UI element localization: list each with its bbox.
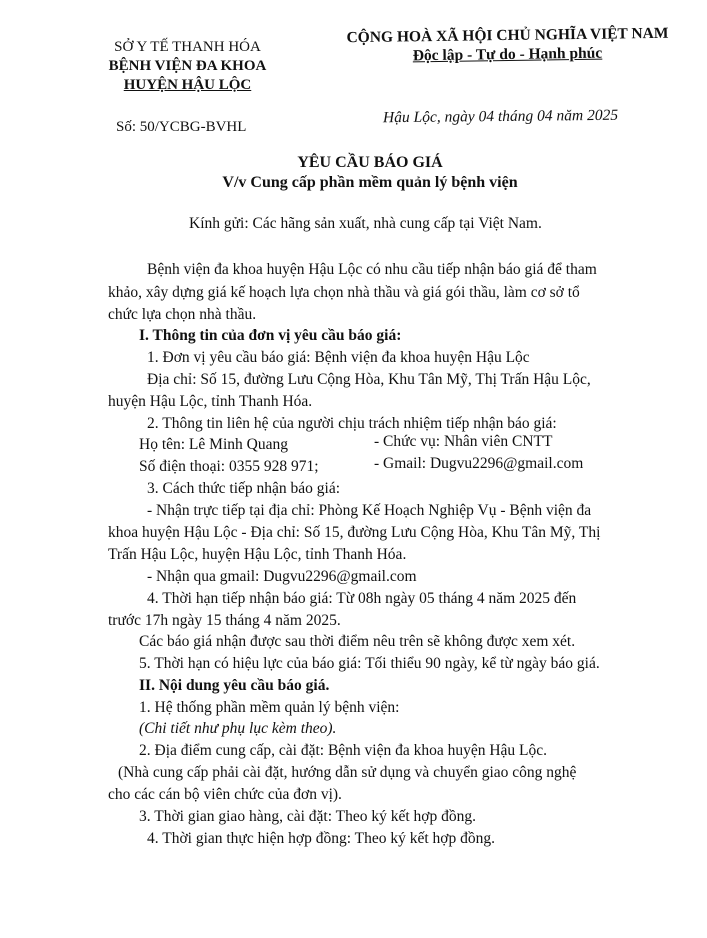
section2-item2-note-line2: cho các cán bộ viên chức của đơn vị). (108, 786, 342, 803)
via-gmail: - Nhận qua gmail: Dugvu2296@gmail.com (147, 568, 417, 585)
agency-line3: HUYỆN HẬU LỘC (123, 77, 252, 93)
direct-line3: Trấn Hậu Lộc, huyện Hậu Lộc, tỉnh Thanh Hóa. (108, 546, 407, 563)
section1-item5: 5. Thời hạn có hiệu lực của báo giá: Tối thiểu 90 ngày, kể từ ngày báo giá. (139, 655, 600, 672)
contact-position: - Chức vụ: Nhân viên CNTT (374, 433, 553, 450)
direct-line1: - Nhận trực tiếp tại địa chỉ: Phòng Kế Hoạch Nghiệp Vụ - Bệnh viện đa (147, 502, 592, 519)
section1-item1: 1. Đơn vị yêu cầu báo giá: Bệnh viện đa khoa huyện Hậu Lộc (147, 349, 530, 366)
nation-title: CỘNG HOÀ XÃ HỘI CHỦ NGHĨA VIỆT NAM (346, 24, 669, 47)
section2-heading: II. Nội dung yêu cầu báo giá. (139, 677, 330, 694)
late-note: Các báo giá nhận được sau thời điểm nêu trên sẽ không được xem xét. (139, 633, 576, 650)
section2-item2-note-line1: (Nhà cung cấp phải cài đặt, hướng dẫn sử dụng và chuyển giao công nghệ (118, 764, 577, 781)
section1-item3: 3. Cách thức tiếp nhận báo giá: (147, 480, 341, 497)
contact-name: Họ tên: Lê Minh Quang (139, 436, 288, 453)
intro-line-3: chức lựa chọn nhà thầu. (108, 306, 257, 323)
section1-item2: 2. Thông tin liên hệ của người chịu trách nhiệm tiếp nhận báo giá: (147, 415, 557, 432)
contact-phone: Số điện thoại: 0355 928 971; (139, 458, 319, 475)
agency-line1: SỞ Y TẾ THANH HÓA (114, 39, 261, 55)
direct-line2: khoa huyện Hậu Lộc - Địa chỉ: Số 15, đường Lưu Cộng Hòa, Khu Tân Mỹ, Thị (108, 524, 601, 541)
section2-item4: 4. Thời gian thực hiện hợp đồng: Theo ký kết hợp đồng. (147, 830, 495, 847)
agency-line2: BỆNH VIỆN ĐA KHOA (108, 58, 267, 74)
intro-line-1: Bệnh viện đa khoa huyện Hậu Lộc có nhu cầu tiếp nhận báo giá để tham (147, 261, 597, 278)
section2-item3: 3. Thời gian giao hàng, cài đặt: Theo ký kết hợp đồng. (139, 808, 476, 825)
section1-item4-line2: trước 17h ngày 15 tháng 4 năm 2025. (108, 612, 341, 629)
intro-line-2: khảo, xây dựng giá kế hoạch lựa chọn nhà thầu và giá gói thầu, làm cơ sở tổ (108, 284, 580, 301)
section2-item1-note: (Chi tiết như phụ lục kèm theo). (139, 720, 337, 737)
contact-gmail: - Gmail: Dugvu2296@gmail.com (374, 455, 584, 472)
place-date: Hậu Lộc, ngày 04 tháng 04 năm 2025 (382, 106, 619, 127)
section1-address-line2: huyện Hậu Lộc, tỉnh Thanh Hóa. (108, 393, 313, 410)
document-title: YÊU CẦU BÁO GIÁ (297, 154, 443, 171)
section1-item4-line1: 4. Thời hạn tiếp nhận báo giá: Từ 08h ngày 05 tháng 4 năm 2025 đến (147, 590, 577, 607)
section2-item1: 1. Hệ thống phần mềm quản lý bệnh viện: (139, 699, 400, 716)
section2-item2: 2. Địa điểm cung cấp, cài đặt: Bệnh viện đa khoa huyện Hậu Lộc. (139, 742, 548, 759)
doc-number: Số: 50/YCBG-BVHL (116, 119, 247, 135)
recipient-line: Kính gửi: Các hãng sản xuất, nhà cung cấp tại Việt Nam. (189, 215, 542, 232)
motto: Độc lập - Tự do - Hạnh phúc (412, 44, 603, 65)
section1-heading: I. Thông tin của đơn vị yêu cầu báo giá: (139, 327, 402, 344)
document-subject: V/v Cung cấp phần mềm quản lý bệnh viện (222, 174, 518, 191)
section1-address-line1: Địa chỉ: Số 15, đường Lưu Cộng Hòa, Khu Tân Mỹ, Thị Trấn Hậu Lộc, (147, 371, 591, 388)
